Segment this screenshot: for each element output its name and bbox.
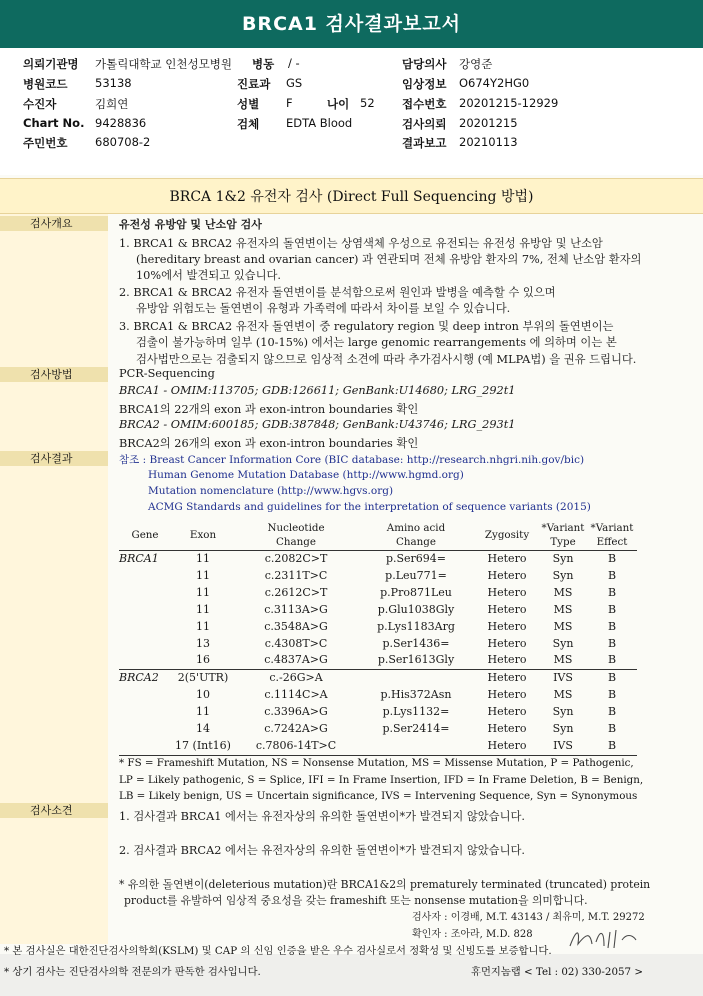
opinion-label: 검사소견 bbox=[0, 803, 108, 818]
cell-exon: 11 bbox=[196, 585, 210, 599]
chart-label: Chart No. bbox=[23, 116, 85, 130]
col-gene: Gene bbox=[119, 519, 171, 551]
cell-nuc: c.4837A>G bbox=[264, 653, 328, 667]
overview-line: 2. BRCA1 & BRCA2 유전자 돌연변이를 분석함으로써 원인과 발병을 예측할 수 있으며 bbox=[119, 286, 556, 299]
table-row bbox=[119, 687, 637, 704]
cell-type: IVS bbox=[539, 738, 587, 755]
col-variant-effect: *Variant Effect bbox=[587, 519, 637, 551]
table-row bbox=[119, 568, 637, 585]
cell-zyg: Hetero bbox=[487, 602, 527, 616]
overview-line: 유방암 위험도는 돌연변이 유형과 가족력에 따라서 차이를 보일 수 있습니다. bbox=[136, 302, 511, 315]
overview-line: 10%에서 발견되고 있습니다. bbox=[136, 269, 282, 282]
cell-exon: 11 bbox=[196, 705, 210, 719]
cell-nuc: c.3113A>G bbox=[264, 602, 328, 616]
cell-type: Syn bbox=[552, 636, 574, 650]
cell-type: Syn bbox=[552, 705, 574, 719]
cell-type: Syn bbox=[552, 568, 574, 582]
table-row bbox=[119, 670, 637, 687]
cell-type: MS bbox=[553, 688, 573, 702]
tester-line: 검사자 : 이경배, M.T. 43143 / 최유미, M.T. 29272 bbox=[412, 912, 645, 923]
hospcode-value: 53138 bbox=[95, 76, 132, 90]
overview-line: 검출이 불가능하며 일부 (10-15%) 에서는 large genomic rearrangements 에 의하며 이는 본 bbox=[136, 336, 617, 349]
ward-label: 병동 bbox=[252, 57, 275, 71]
cell-type: Syn bbox=[552, 722, 574, 736]
table-row bbox=[119, 704, 637, 721]
cell-effect: B bbox=[607, 705, 617, 719]
accession-value: 20201215-12929 bbox=[459, 96, 559, 110]
cell-aa: p.Glu1038Gly bbox=[377, 602, 455, 616]
cell-nuc: c.3548A>G bbox=[264, 619, 328, 633]
cell-zyg: Hetero bbox=[487, 619, 527, 633]
overview-line: (hereditary breast and ovarian cancer) 과 연관되며 전체 유방암 환자의 7%, 전체 난소암 환자의 bbox=[136, 253, 642, 266]
cell-effect: B bbox=[587, 670, 637, 687]
table-row bbox=[119, 636, 637, 653]
reference-line: Mutation nomenclature (http://www.hgvs.org) bbox=[148, 485, 394, 497]
cell-exon: 17 (Int16) bbox=[171, 738, 235, 755]
table-row bbox=[119, 602, 637, 619]
legend-line: LB = Likely benign, US = Uncertain significance, IVS = Intervening Sequence, Syn = Synonymous bbox=[119, 790, 638, 802]
opinion-brca2: 2. 검사결과 BRCA2 에서는 유전자상의 유의한 돌연변이*가 발견되지 않았습니다. bbox=[119, 844, 526, 857]
dept-value: GS bbox=[286, 76, 303, 90]
cell-gene bbox=[119, 721, 171, 738]
dept-label: 진료과 bbox=[237, 77, 271, 91]
reqdate-label: 검사의뢰 bbox=[402, 117, 447, 131]
cell-aa: p.Lys1183Arg bbox=[377, 619, 455, 633]
overview-line: 검사법만으로는 검출되지 않으므로 임상적 소견에 따라 추가검사시행 (예 MLPA법) 을 권유 드립니다. bbox=[136, 353, 637, 366]
age-label: 나이 bbox=[327, 97, 350, 111]
cell-gene: BRCA2 bbox=[119, 670, 171, 687]
judgement-note: * 상기 검사는 진단검사의학 전문의가 판독한 검사입니다. bbox=[4, 966, 261, 978]
cell-exon: 11 bbox=[196, 568, 210, 582]
doctor-label: 담당의사 bbox=[402, 57, 447, 71]
method-line: BRCA2 - OMIM:600185; GDB:387848; GenBank:U43746; LRG_293t1 bbox=[119, 418, 516, 431]
section-title: BRCA 1&2 유전자 검사 (Direct Full Sequencing 방법) bbox=[169, 189, 534, 205]
method-line: BRCA1의 22개의 exon 과 exon-intron boundaries 확인 bbox=[119, 403, 419, 416]
cell-aa: p.Ser694= bbox=[385, 552, 447, 565]
reference-line: Human Genome Mutation Database (http://www.hgmd.org) bbox=[148, 469, 464, 481]
cell-nuc: c.2311T>C bbox=[264, 568, 328, 582]
cell-zyg: Hetero bbox=[487, 552, 527, 565]
cell-nuc: c.7806-14T>C bbox=[235, 738, 357, 755]
patient-value: 김희연 bbox=[95, 97, 129, 111]
repdate-value: 20210113 bbox=[459, 135, 518, 149]
cell-gene bbox=[119, 636, 171, 653]
table-row bbox=[119, 738, 637, 755]
cell-effect: B bbox=[607, 636, 617, 650]
legend-line: LP = Likely pathogenic, S = Splice, IFI = In Frame Insertion, IFD = In Frame Deletion, B = Benign, bbox=[119, 774, 644, 786]
cell-gene bbox=[119, 568, 171, 585]
cell-zyg: Hetero bbox=[475, 670, 539, 687]
opinion-note: * 유의한 돌연변이(deleterious mutation)란 BRCA1&2의 prematurely terminated (truncated) protein bbox=[119, 878, 651, 891]
reqdate-value: 20201215 bbox=[459, 116, 518, 130]
method-line: BRCA1 - OMIM:113705; GDB:126611; GenBank:U14680; LRG_292t1 bbox=[119, 384, 516, 397]
cell-gene bbox=[119, 687, 171, 704]
cell-nuc: c.1114C>A bbox=[264, 688, 328, 702]
specimen-value: EDTA Blood bbox=[286, 116, 353, 130]
cell-effect: B bbox=[607, 602, 617, 616]
cell-type: MS bbox=[553, 585, 573, 599]
institution-value: 가톨릭대학교 인천성모병원 bbox=[95, 57, 232, 71]
col-exon: Exon bbox=[171, 519, 235, 551]
cell-type: MS bbox=[553, 602, 573, 616]
table-row bbox=[119, 652, 637, 669]
cell-nuc: c.2612C>T bbox=[264, 585, 328, 599]
cell-gene bbox=[119, 585, 171, 602]
cell-effect: B bbox=[607, 585, 617, 599]
cell-exon: 13 bbox=[196, 636, 210, 650]
institution-label: 의뢰기관명 bbox=[23, 57, 79, 71]
cell-exon: 11 bbox=[196, 602, 210, 616]
cell-zyg: Hetero bbox=[487, 636, 527, 650]
specimen-label: 검체 bbox=[237, 117, 260, 131]
opinion-note: product를 유발하여 임상적 중요성을 갖는 frameshift 또는 nonsense mutation을 의미합니다. bbox=[124, 894, 588, 907]
cell-zyg: Hetero bbox=[487, 722, 527, 736]
age-value: 52 bbox=[360, 96, 375, 110]
cell-aa bbox=[357, 670, 475, 687]
cell-nuc: c.7242A>G bbox=[264, 722, 328, 736]
cell-aa bbox=[357, 738, 475, 755]
clinical-label: 임상정보 bbox=[402, 77, 447, 91]
accession-label: 접수번호 bbox=[402, 97, 447, 111]
ward-value: / - bbox=[288, 56, 300, 70]
method-line: BRCA2의 26개의 exon 과 exon-intron boundaries 확인 bbox=[119, 437, 419, 450]
cell-aa: p.Pro871Leu bbox=[380, 585, 452, 599]
cell-type: MS bbox=[553, 653, 573, 667]
col-variant-type: *Variant Type bbox=[539, 519, 587, 551]
col-nucleotide: Nucleotide Change bbox=[235, 519, 357, 551]
cell-exon: 10 bbox=[196, 688, 210, 702]
cell-effect: B bbox=[607, 653, 617, 667]
cell-gene: BRCA1 bbox=[119, 552, 159, 565]
cell-effect: B bbox=[587, 738, 637, 755]
cell-exon: 11 bbox=[196, 552, 210, 565]
table-row bbox=[119, 551, 637, 568]
sex-label: 성별 bbox=[237, 97, 260, 111]
cell-nuc: c.-26G>A bbox=[235, 670, 357, 687]
overview-label: 검사개요 bbox=[0, 216, 108, 231]
chart-value: 9428836 bbox=[95, 116, 147, 130]
cell-aa: p.His372Asn bbox=[380, 688, 452, 702]
rrn-value: 680708-2 bbox=[95, 135, 151, 149]
hospcode-label: 병원코드 bbox=[23, 77, 68, 91]
cell-type: Syn bbox=[552, 552, 574, 565]
overview-line: 1. BRCA1 & BRCA2 유전자의 돌연변이는 상염색체 우성으로 유전되는 유전성 유방암 및 난소암 bbox=[119, 237, 603, 250]
reference-line: 참조 : Breast Cancer Information Core (BIC database: http://research.nhgri.nih.gov/bic) bbox=[119, 454, 585, 466]
cell-aa: p.Leu771= bbox=[385, 568, 447, 582]
cell-exon: 11 bbox=[196, 619, 210, 633]
cell-effect: B bbox=[607, 688, 617, 702]
cell-exon: 16 bbox=[196, 653, 210, 667]
opinion-brca1: 1. 검사결과 BRCA1 에서는 유전자상의 유의한 돌연변이*가 발견되지 않았습니다. bbox=[119, 810, 526, 823]
cell-zyg: Hetero bbox=[487, 688, 527, 702]
overview-heading: 유전성 유방암 및 난소암 검사 bbox=[119, 218, 262, 231]
cell-nuc: c.3396A>G bbox=[264, 705, 328, 719]
cell-zyg: Hetero bbox=[487, 653, 527, 667]
cell-type: MS bbox=[553, 619, 573, 633]
result-label: 검사결과 bbox=[0, 451, 108, 466]
cell-gene bbox=[119, 738, 171, 755]
cell-gene bbox=[119, 652, 171, 669]
col-amino-acid: Amino acid Change bbox=[357, 519, 475, 551]
doctor-value: 강영준 bbox=[459, 57, 493, 71]
table-row bbox=[119, 585, 637, 602]
cell-effect: B bbox=[607, 552, 617, 565]
rrn-label: 주민번호 bbox=[23, 136, 68, 150]
table-row bbox=[119, 619, 637, 636]
clinical-value: O674Y2HG0 bbox=[459, 76, 530, 90]
cell-zyg: Hetero bbox=[475, 738, 539, 755]
table-header bbox=[119, 519, 637, 551]
cell-gene bbox=[119, 619, 171, 636]
variant-table bbox=[119, 519, 637, 756]
cell-zyg: Hetero bbox=[487, 705, 527, 719]
report-title: BRCA1 검사결과보고서 bbox=[0, 0, 703, 48]
method-line: PCR-Sequencing bbox=[119, 367, 215, 380]
confirmer-line: 확인자 : 조아라, M.D. 828 bbox=[412, 929, 533, 940]
cell-gene bbox=[119, 602, 171, 619]
cell-aa: p.Lys1132= bbox=[382, 705, 450, 719]
method-label: 검사방법 bbox=[0, 367, 108, 382]
overview-line: 3. BRCA1 & BRCA2 유전자 돌연변이 중 regulatory region 및 deep intron 부위의 돌연변이는 bbox=[119, 320, 614, 333]
certification-note: * 본 검사실은 대한진단검사의학회(KSLM) 및 CAP 의 신임 인증을 받은 우수 검사실로서 정확성 및 신빙도를 보증합니다. bbox=[4, 945, 552, 957]
reference-line: ACMG Standards and guidelines for the interpretation of sequence variants (2015) bbox=[148, 501, 591, 513]
section-label-column bbox=[0, 214, 108, 944]
legend-line: * FS = Frameshift Mutation, NS = Nonsense Mutation, MS = Missense Mutation, P = Pathogenic, bbox=[119, 757, 634, 769]
cell-aa: p.Ser2414= bbox=[382, 722, 450, 736]
cell-aa: p.Ser1613Gly bbox=[377, 653, 455, 667]
cell-exon: 2(5'UTR) bbox=[171, 670, 235, 687]
table-row bbox=[119, 721, 637, 738]
cell-effect: B bbox=[607, 568, 617, 582]
cell-exon: 14 bbox=[196, 722, 210, 736]
patient-label: 수진자 bbox=[23, 97, 57, 111]
cell-nuc: c.2082C>T bbox=[264, 552, 328, 565]
sex-value: F bbox=[286, 96, 293, 110]
col-zygosity: Zygosity bbox=[475, 519, 539, 551]
cell-gene bbox=[119, 704, 171, 721]
cell-aa: p.Ser1436= bbox=[382, 636, 450, 650]
cell-effect: B bbox=[607, 722, 617, 736]
cell-type: IVS bbox=[539, 670, 587, 687]
lab-contact: 휴먼지놈랩 < Tel : 02) 330-2057 > bbox=[471, 966, 644, 978]
signature bbox=[566, 924, 646, 952]
cell-zyg: Hetero bbox=[487, 568, 527, 582]
cell-effect: B bbox=[607, 619, 617, 633]
cell-nuc: c.4308T>C bbox=[264, 636, 328, 650]
repdate-label: 결과보고 bbox=[402, 136, 447, 150]
cell-zyg: Hetero bbox=[487, 585, 527, 599]
